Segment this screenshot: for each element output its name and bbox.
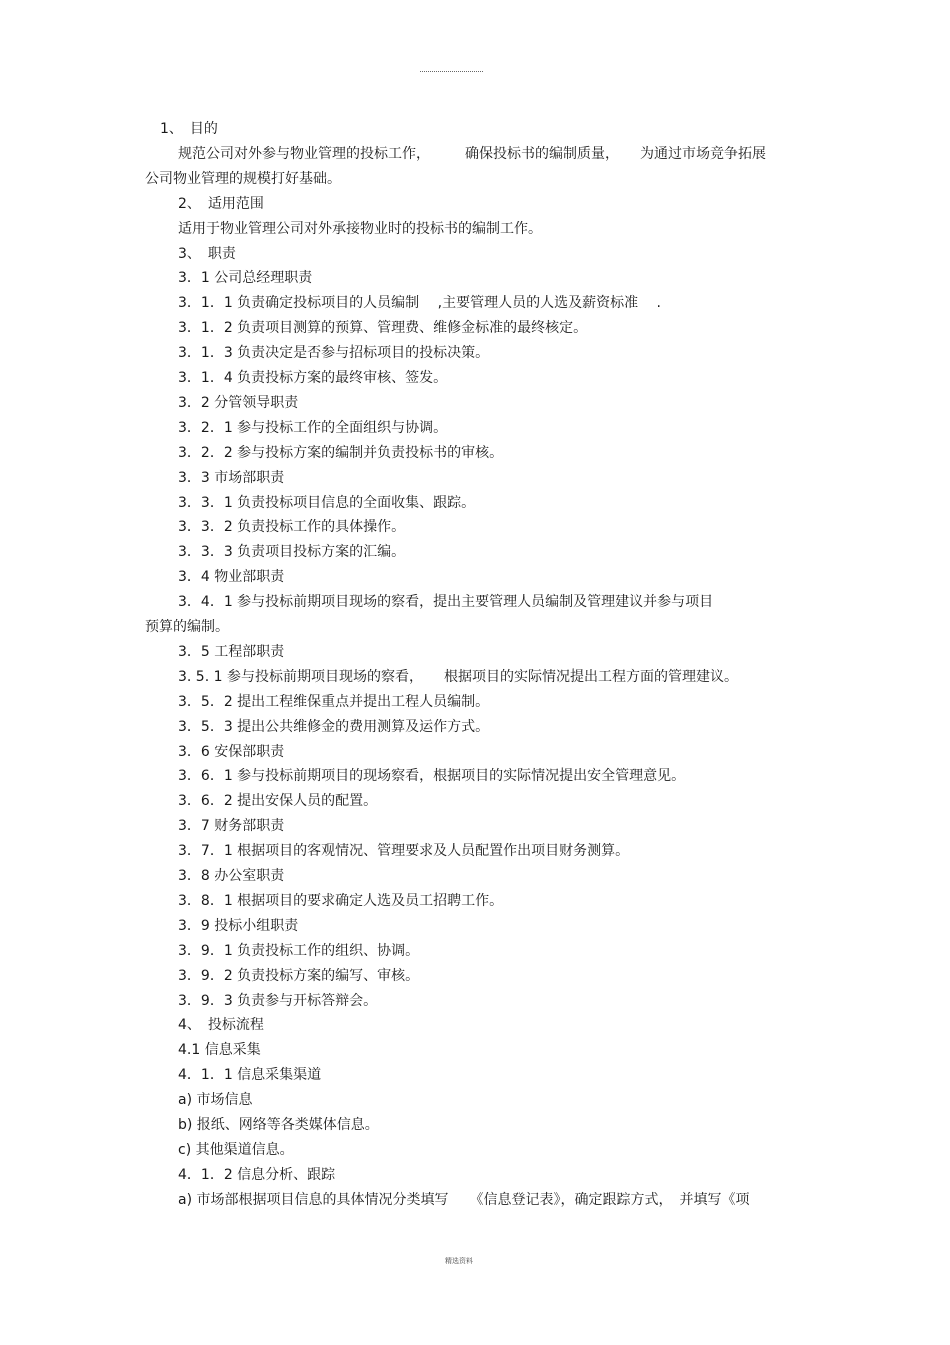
page-footer: 精选资料: [445, 1257, 473, 1265]
text-line: 适用于物业管理公司对外承接物业时的投标书的编制工作。: [178, 220, 542, 237]
text-line: 3．9 投标小组职责: [178, 917, 299, 934]
text-line: 3．5．2 提出工程维保重点并提出工程人员编制。: [178, 693, 490, 710]
header-rule: [420, 71, 483, 72]
text-line: 4．1．1 信息采集渠道: [178, 1067, 322, 1084]
text-line: a) 市场部根据项目信息的具体情况分类填写 《信息登记表》，确定跟踪方式， 并填写《项: [178, 1191, 750, 1208]
text-line: 预算的编制。: [145, 619, 229, 635]
text-line: 3．6 安保部职责: [178, 743, 285, 760]
text-line: 3．9．2 负责投标方案的编写、审核。: [178, 967, 420, 984]
text-line: 3．8．1 根据项目的要求确定人选及员工招聘工作。: [178, 892, 504, 909]
text-line: c) 其他渠道信息。: [178, 1141, 294, 1158]
text-line: 3．5．3 提出公共维修金的费用测算及运作方式。: [178, 718, 490, 735]
text-line: 3、 职责: [178, 245, 236, 262]
text-line: 3．6．1 参与投标前期项目的现场察看，根据项目的实际情况提出安全管理意见。: [178, 768, 686, 785]
text-line: 3．1．3 负责决定是否参与招标项目的投标决策。: [178, 345, 490, 362]
text-line: 1、 目的: [160, 121, 218, 137]
text-line: 3．3 市场部职责: [178, 469, 285, 486]
text-line: b) 报纸、网络等各类媒体信息。: [178, 1117, 379, 1133]
text-line: 3．4．1 参与投标前期项目现场的察看，提出主要管理人员编制及管理建议并参与项目: [178, 594, 714, 611]
text-line: 规范公司对外参与物业管理的投标工作， 确保投标书的编制质量， 为通过市场竞争拓展: [178, 145, 766, 162]
text-line: 3．7．1 根据项目的客观情况、管理要求及人员配置作出项目财务测算。: [178, 843, 630, 860]
text-line: 3．1．2 负责项目测算的预算、管理费、维修金标准的最终核定。: [178, 320, 588, 337]
text-line: 3．2．2 参与投标方案的编制并负责投标书的审核。: [178, 444, 504, 461]
text-line: 3. 5. 1 参与投标前期项目现场的察看， 根据项目的实际情况提出工程方面的管理建议。: [178, 668, 738, 685]
text-line: 3．1．4 负责投标方案的最终审核、签发。: [178, 370, 448, 386]
text-line: 4．1．2 信息分析、跟踪: [178, 1166, 336, 1183]
text-line: 3．4 物业部职责: [178, 569, 285, 586]
text-line: 3．9．1 负责投标工作的组织、协调。: [178, 942, 420, 959]
text-line: 3．6．2 提出安保人员的配置。: [178, 793, 378, 810]
text-line: 3．2 分管领导职责: [178, 394, 299, 411]
text-line: a) 市场信息: [178, 1092, 253, 1109]
text-line: 3．9．3 负责参与开标答辩会。: [178, 992, 378, 1009]
text-line: 3．1．1 负责确定投标项目的人员编制 ,主要管理人员的人选及薪资标准 .: [178, 295, 661, 312]
text-line: 4.1 信息采集: [178, 1042, 261, 1059]
text-line: 3．5 工程部职责: [178, 643, 285, 660]
text-line: 3．2．1 参与投标工作的全面组织与协调。: [178, 419, 448, 436]
text-line: 3．3．3 负责项目投标方案的汇编。: [178, 544, 406, 561]
text-line: 3．8 办公室职责: [178, 868, 285, 884]
text-line: 3．1 公司总经理职责: [178, 270, 313, 287]
text-line: 4、 投标流程: [178, 1017, 264, 1034]
text-line: 3．3．2 负责投标工作的具体操作。: [178, 519, 406, 536]
text-line: 3．7 财务部职责: [178, 818, 285, 835]
text-line: 2、 适用范围: [178, 195, 264, 212]
text-line: 3．3．1 负责投标项目信息的全面收集、跟踪。: [178, 494, 476, 511]
text-line: 公司物业管理的规模打好基础。: [145, 170, 341, 187]
